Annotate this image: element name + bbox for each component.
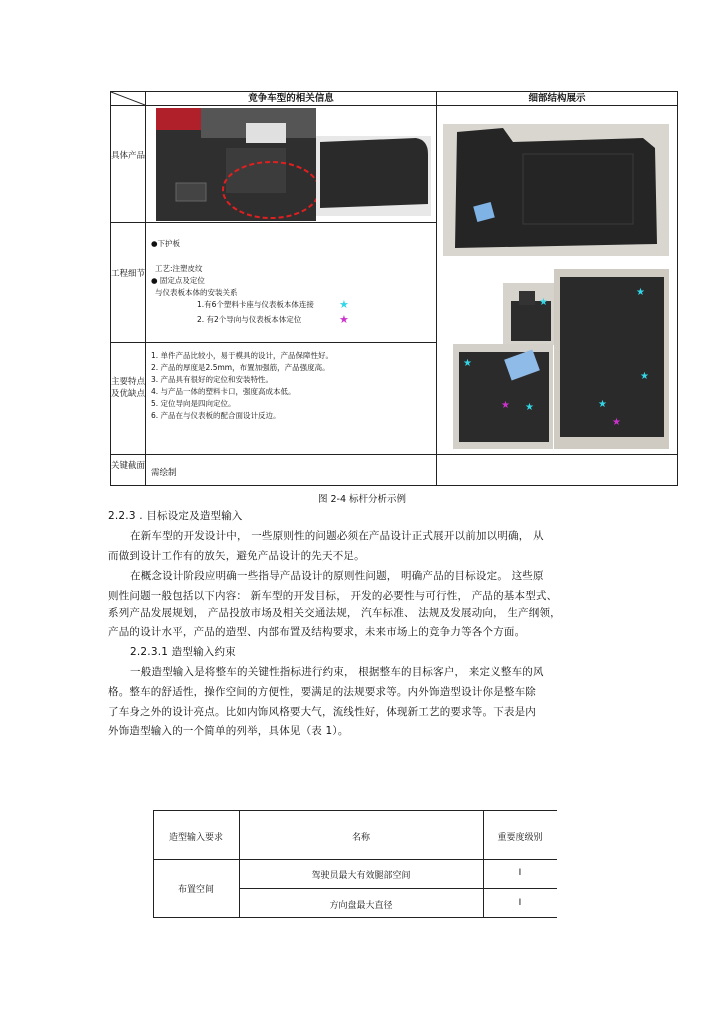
divider [153,810,154,918]
paragraph3-line4: 外饰造型输入的一个简单的列举，具体见（表 1）。 [108,725,349,737]
divider [239,888,557,889]
svg-text:★: ★ [463,358,472,369]
divider [111,342,436,343]
key-section-text: 需绘制 [151,468,177,478]
detail-photo-large [443,124,669,256]
engineering-line-4: 与仪表板本体的安装关系 [155,288,238,297]
table-row-name: 方向盘最大直径 [329,901,393,911]
product-photo-panel [316,136,431,216]
row-label-features: 主要特点及优缺点 [111,377,146,399]
diagonal-header-line [111,92,145,105]
row-label-product: 具体产品 [111,151,146,161]
paragraph2-line3: 系列产品发展规划， 产品投放市场及相关交通法规， 汽车标准、 法规及发展动向， 生产纲领， [108,607,561,619]
column-header-level: 重要度级别 [497,833,543,843]
section-heading: 2.2.3 . 目标设定及造型输入 [108,510,243,522]
product-photo-installed [156,108,316,221]
column-header-requirement: 造型输入要求 [168,833,223,843]
figure-caption: 图 2-4 标杆分析示例 [317,494,407,505]
divider [436,92,437,485]
svg-text:★: ★ [525,402,534,413]
header-competitor: 竞争车型的相关信息 [248,93,334,104]
engineering-line-6: 2. 有2个导向与仪表板本体定位 [197,315,302,324]
paragraph2-line2: 则性问题一般包括以下内容： 新车型的开发目标， 开发的必要性与可行性， 产品的基本型式、 [108,590,558,602]
detail-photo-clip [503,283,561,345]
table-row-name: 驾驶员最大有效腿部空间 [311,871,411,881]
column-header-name: 名称 [351,833,370,843]
svg-text:★: ★ [612,417,621,428]
table-row-level: I [518,898,522,908]
feature-line-5: 5. 定位导向是四向定位。 [151,399,236,408]
divider [111,105,677,106]
feature-line-6: 6. 产品在与仪表板的配合面设计反边。 [151,411,281,420]
paragraph2-line1: 在概念设计阶段应明确一些指导产品设计的原则性问题， 明确产品的目标设定。 这些原 [130,570,544,582]
divider [153,917,557,918]
cyan-star-icon: ★ [339,298,349,311]
feature-line-2: 2. 产品的厚度是2.5mm，布置加强筋，产品强度高。 [151,363,330,372]
feature-line-4: 4. 与产品一体的塑料卡口，强度高成本低。 [151,387,296,396]
paragraph3-line3: 了车身之外的设计亮点。比如内饰风格要大气，流线性好，体现新工艺的要求等。下表是内 [108,706,536,718]
divider [111,454,677,455]
engineering-line-3: ● 固定点及定位 [151,276,205,285]
magenta-star-icon: ★ [339,313,349,326]
feature-line-1: 1. 单件产品比较小，易于模具的设计，产品保障性好。 [151,351,334,360]
paragraph1-line2: 而做到设计工作有的放矢，避免产品设计的先天不足。 [108,550,365,562]
paragraph3-line2: 格。整车的舒适性，操作空间的方便性，要满足的法规要求等。内外饰造型设计你是整车除 [108,686,536,698]
header-detail: 细部结构展示 [528,93,586,104]
engineering-line-2: 工艺:注塑皮纹 [155,264,203,273]
group-label: 布置空间 [177,885,214,895]
svg-text:★: ★ [640,371,649,382]
detail-photo-front [453,344,553,449]
row-label-engineering: 工程细节 [111,269,146,279]
engineering-line-1: ●下护板 [151,239,181,248]
row-label-key-section: 关键截面 [111,461,146,471]
svg-text:★: ★ [598,399,607,410]
divider [111,222,436,223]
paragraph2-line4: 产品的设计水平，产品的造型、内部布置及结构要求，未来市场上的竞争力等各个方面。 [108,626,526,638]
svg-text:★: ★ [636,287,645,298]
detail-photo-back [554,269,669,449]
divider [153,810,557,811]
engineering-line-5: 1.有6个塑料卡座与仪表板本体连接 [197,300,314,309]
subheading: 2.2.3.1 造型输入约束 [130,646,236,658]
paragraph1-line1: 在新车型的开发设计中， 一些原则性的问题必须在产品设计正式展开以前加以明确， 从 [130,530,544,542]
feature-line-3: 3. 产品具有很好的定位和安装特性。 [151,375,274,384]
svg-text:★: ★ [501,400,510,411]
svg-text:★: ★ [539,297,548,308]
table-row-level: I [518,868,522,878]
paragraph3-line1: 一般造型输入是将整车的关键性指标进行约束， 根据整车的目标客户， 来定义整车的风 [130,666,544,678]
benchmark-table [110,91,678,486]
styling-input-table [153,810,557,918]
divider [145,92,146,485]
divider [153,859,557,860]
